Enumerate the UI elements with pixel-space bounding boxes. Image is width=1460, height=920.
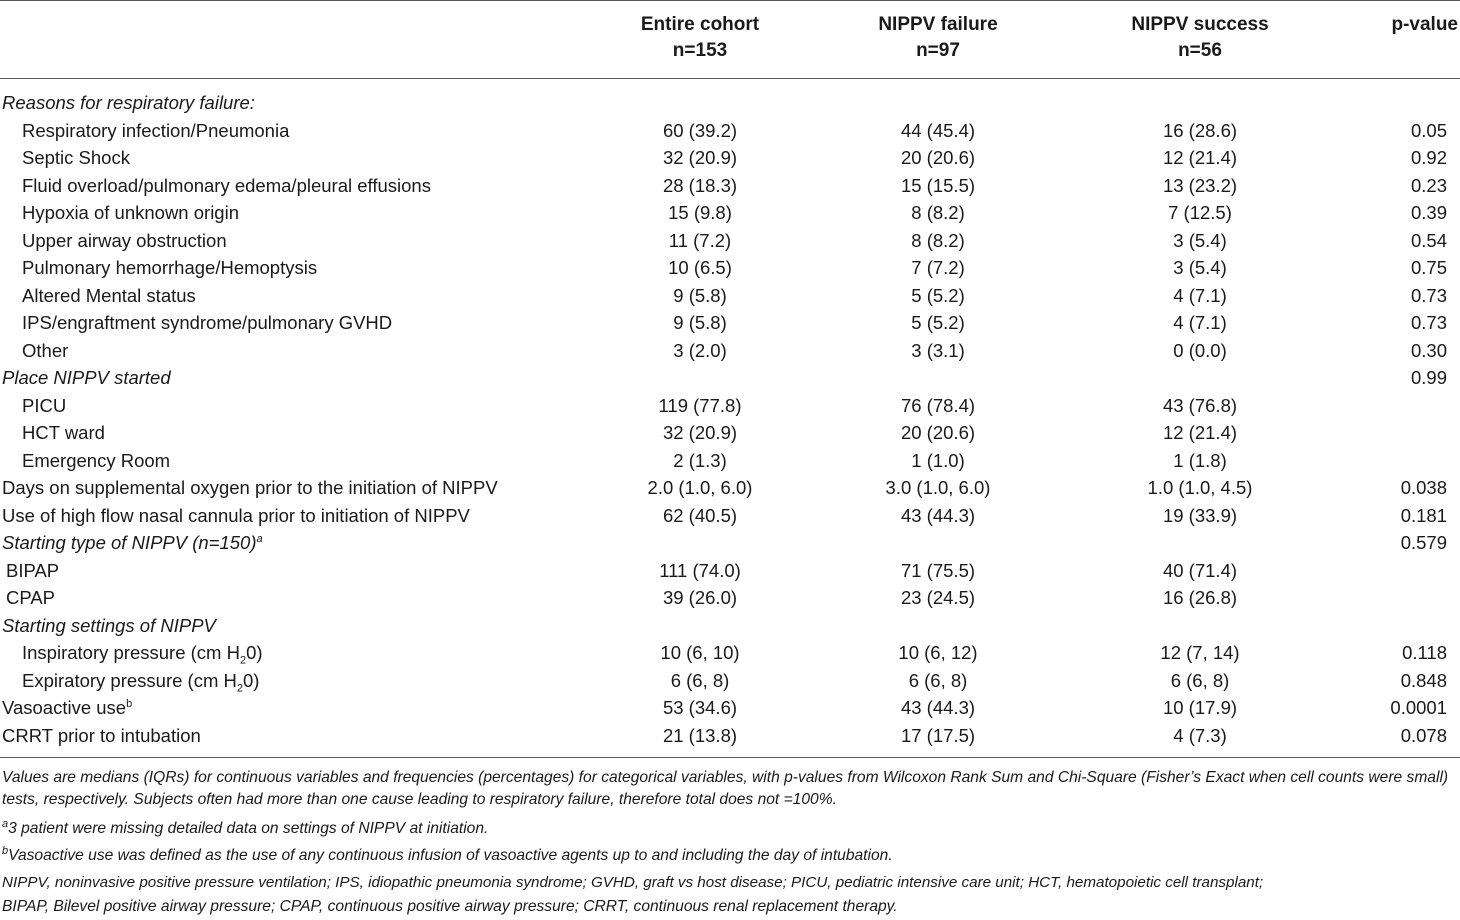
row-label: Starting settings of NIPPV xyxy=(2,614,216,636)
row-label: Expiratory pressure (cm H xyxy=(22,669,237,691)
cell-failure: 8 (8.2) xyxy=(911,202,965,223)
cell-failure: 17 (17.5) xyxy=(900,724,976,746)
cell-entire: 53 (34.6) xyxy=(662,697,738,718)
row-label: Septic Shock xyxy=(22,147,130,168)
row-label: Pulmonary hemorrhage/Hemoptysis xyxy=(22,257,318,278)
cell-p-value: 0.0001 xyxy=(1390,697,1447,718)
cell-success: 12 (7, 14) xyxy=(1160,642,1240,663)
row-label: CRRT prior to intubation xyxy=(2,724,201,746)
table-row xyxy=(0,227,1460,255)
row-label: Starting type of NIPPV (n=150) xyxy=(2,532,257,553)
cell-failure: 3.0 (1.0, 6.0) xyxy=(885,477,991,498)
footnote-mark-a: a xyxy=(256,532,263,545)
cell-success: 4 (7.1) xyxy=(1173,312,1227,333)
footnote-abbrev-1: NIPPV, noninvasive positive pressure ventilation; IPS, idiopathic pneumonia syndrome; GVHD, graft vs host disease; PICU, pediatric intensive care unit; HCT, hematopoietic cell transplant; xyxy=(2,874,1264,891)
row-label-wrap xyxy=(22,667,259,695)
table-row xyxy=(0,474,1460,502)
row-label: BIPAP xyxy=(6,559,60,581)
cell-failure: 15 (15.5) xyxy=(900,174,976,196)
cell-failure: 43 (44.3) xyxy=(900,504,976,526)
cell-failure: 6 (6, 8) xyxy=(908,669,968,691)
row-label: HCT ward xyxy=(22,422,105,443)
row-label: Inspiratory pressure (cm H xyxy=(22,642,240,663)
cell-entire: 3 (2.0) xyxy=(673,339,727,361)
row-label: Emergency Room xyxy=(22,449,171,471)
top-rule xyxy=(0,0,1460,1)
cell-p-value: 0.99 xyxy=(1410,367,1447,388)
cell-success: 12 (21.4) xyxy=(1162,422,1238,443)
cell-entire: 28 (18.3) xyxy=(662,174,738,196)
table-row xyxy=(0,529,1460,557)
cell-p-value: 0.078 xyxy=(1400,724,1447,746)
table-row xyxy=(0,254,1460,282)
cell-failure: 44 (45.4) xyxy=(900,119,976,141)
header-nippv-failure xyxy=(838,12,1038,64)
table-row xyxy=(0,282,1460,310)
cell-p-value: 0.118 xyxy=(1402,642,1447,663)
cell-success: 12 (21.4) xyxy=(1162,147,1238,168)
row-label: Reasons for respiratory failure: xyxy=(2,92,255,113)
cell-failure: 76 (78.4) xyxy=(900,394,976,416)
table-row xyxy=(0,502,1460,530)
cell-p-value: 0.30 xyxy=(1410,339,1447,361)
row-label: Respiratory infection/Pneumonia xyxy=(22,119,290,141)
row-label-tail: 0) xyxy=(242,669,260,691)
cell-failure: 7 (7.2) xyxy=(911,257,965,278)
cell-failure: 23 (24.5) xyxy=(900,587,976,608)
cell-p-value: 0.579 xyxy=(1400,532,1447,553)
cell-entire: 21 (13.8) xyxy=(662,724,738,746)
cell-entire: 32 (20.9) xyxy=(662,147,738,168)
cell-p-value: 0.181 xyxy=(1400,504,1447,526)
footnote-a xyxy=(2,818,1458,840)
header-entire-cohort xyxy=(600,12,800,64)
cell-p-value: 0.05 xyxy=(1410,119,1447,141)
cell-entire: 62 (40.5) xyxy=(662,504,738,526)
cell-success: 3 (5.4) xyxy=(1173,257,1227,278)
table-row xyxy=(0,144,1460,172)
table-row xyxy=(0,639,1460,667)
table-row xyxy=(0,447,1460,475)
cell-entire: 60 (39.2) xyxy=(662,119,738,141)
cell-failure: 5 (5.2) xyxy=(911,312,965,333)
header-p-title: p-value xyxy=(1391,14,1458,35)
subscript: 2 xyxy=(239,654,247,667)
cell-success: 40 (71.4) xyxy=(1162,559,1238,581)
cell-success: 0 (0.0) xyxy=(1173,339,1227,361)
cell-p-value: 0.92 xyxy=(1410,147,1447,168)
cell-p-value: 0.75 xyxy=(1410,257,1447,278)
cell-failure: 20 (20.6) xyxy=(900,422,976,443)
cell-success: 43 (76.8) xyxy=(1162,394,1238,416)
table-row xyxy=(0,557,1460,585)
footnote-abbrev-2: BIPAP, Bilevel positive airway pressure; CPAP, continuous positive airway pressure; CRRT, continuous renal replacement therapy. xyxy=(2,898,898,915)
row-label: Place NIPPV started xyxy=(2,367,171,388)
footnote-b-text: Vasoactive use was defined as the use of any continuous infusion of vasoactive agents up to and including the day of intubation. xyxy=(8,847,893,864)
cell-success: 10 (17.9) xyxy=(1162,697,1238,718)
row-label: Use of high flow nasal cannula prior to initiation of NIPPV xyxy=(2,504,470,526)
cell-p-value: 0.39 xyxy=(1410,202,1447,223)
table-row xyxy=(0,419,1460,447)
footnote-b-mark: b xyxy=(2,844,9,857)
table-row xyxy=(0,722,1460,750)
cell-entire: 39 (26.0) xyxy=(662,587,738,608)
cell-success: 19 (33.9) xyxy=(1162,504,1238,526)
row-label: CPAP xyxy=(6,587,56,608)
header-p-value xyxy=(1340,12,1458,38)
row-label: Vasoactive use xyxy=(2,697,127,718)
row-label-wrap xyxy=(22,639,263,667)
cell-entire: 6 (6, 8) xyxy=(670,669,730,691)
cell-entire: 11 (7.2) xyxy=(668,229,732,251)
row-label-wrap xyxy=(2,694,132,722)
cell-success: 6 (6, 8) xyxy=(1170,669,1230,691)
cell-entire: 9 (5.8) xyxy=(673,312,727,333)
row-label: Upper airway obstruction xyxy=(22,229,227,251)
table-row xyxy=(0,199,1460,227)
table-row xyxy=(0,612,1460,640)
cell-entire: 32 (20.9) xyxy=(662,422,738,443)
cell-failure: 5 (5.2) xyxy=(911,284,965,306)
header-success-n: n=56 xyxy=(1178,40,1222,61)
footnote-values: Values are medians (IQRs) for continuous variables and frequencies (percentages) for categorical variables, with p-values from Wilcoxon Rank Sum and Chi-Square (Fisher’s Exact when cell counts were small) tests, respectively. Subjects often had more than one cause leading to respiratory failure, therefore total does not =100%. xyxy=(2,769,1449,808)
row-label: Hypoxia of unknown origin xyxy=(22,202,239,223)
cell-failure: 43 (44.3) xyxy=(900,697,976,718)
header-rule xyxy=(0,78,1460,79)
footnote-b xyxy=(2,845,1458,867)
cell-entire: 2 (1.3) xyxy=(673,449,727,471)
cell-entire: 9 (5.8) xyxy=(673,284,727,306)
cell-entire: 111 (74.0) xyxy=(659,559,741,581)
row-label: Other xyxy=(22,339,69,361)
cell-p-value: 0.23 xyxy=(1410,174,1447,196)
cell-failure: 71 (75.5) xyxy=(900,559,976,581)
header-entire-n: n=153 xyxy=(672,40,728,61)
table-row xyxy=(0,89,1460,117)
table-row xyxy=(0,694,1460,722)
cell-success: 4 (7.1) xyxy=(1173,284,1227,306)
header-success-title: NIPPV success xyxy=(1131,14,1269,35)
table-row xyxy=(0,117,1460,145)
cell-success: 1.0 (1.0, 4.5) xyxy=(1147,477,1253,498)
table-row xyxy=(0,364,1460,392)
cell-p-value: 0.73 xyxy=(1410,284,1447,306)
table-row xyxy=(0,309,1460,337)
cell-entire: 10 (6.5) xyxy=(668,257,732,278)
header-failure-title: NIPPV failure xyxy=(878,14,998,35)
footnote-mark-b: b xyxy=(126,697,133,710)
cell-failure: 20 (20.6) xyxy=(900,147,976,168)
cell-entire: 10 (6, 10) xyxy=(660,642,740,663)
cell-failure: 3 (3.1) xyxy=(911,339,965,361)
header-nippv-success xyxy=(1100,12,1300,64)
table-row xyxy=(0,172,1460,200)
table-row xyxy=(0,667,1460,695)
cell-p-value: 0.848 xyxy=(1400,669,1447,691)
cell-success: 1 (1.8) xyxy=(1173,449,1227,471)
row-label: Fluid overload/pulmonary edema/pleural effusions xyxy=(22,174,431,196)
table-row xyxy=(0,337,1460,365)
row-label: Days on supplemental oxygen prior to the initiation of NIPPV xyxy=(2,477,498,498)
bottom-rule xyxy=(0,757,1460,758)
cell-success: 4 (7.3) xyxy=(1173,724,1227,746)
cell-success: 3 (5.4) xyxy=(1173,229,1227,251)
row-label: IPS/engraftment syndrome/pulmonary GVHD xyxy=(22,312,393,333)
row-label-wrap xyxy=(2,529,263,557)
cell-entire: 2.0 (1.0, 6.0) xyxy=(647,477,753,498)
footnote-a-text: 3 patient were missing detailed data on settings of NIPPV at initiation. xyxy=(8,820,489,837)
cell-failure: 8 (8.2) xyxy=(911,229,965,251)
cell-failure: 1 (1.0) xyxy=(911,449,965,471)
row-label: Altered Mental status xyxy=(22,284,196,306)
row-label: PICU xyxy=(22,394,67,416)
table-row xyxy=(0,392,1460,420)
cell-entire: 15 (9.8) xyxy=(668,202,732,223)
header-entire-title: Entire cohort xyxy=(640,14,760,35)
cell-p-value: 0.73 xyxy=(1410,312,1447,333)
footnote-a-mark: a xyxy=(2,817,9,830)
cell-success: 13 (23.2) xyxy=(1162,174,1238,196)
subscript: 2 xyxy=(236,682,243,695)
row-label-tail: 0) xyxy=(246,642,263,663)
cell-failure: 10 (6, 12) xyxy=(898,642,978,663)
cell-p-value: 0.54 xyxy=(1410,229,1447,251)
cell-success: 16 (28.6) xyxy=(1162,119,1238,141)
cell-success: 7 (12.5) xyxy=(1168,202,1232,223)
header-failure-n: n=97 xyxy=(916,40,960,61)
cell-success: 16 (26.8) xyxy=(1162,587,1238,608)
table-row xyxy=(0,584,1460,612)
cell-p-value: 0.038 xyxy=(1400,477,1447,498)
cell-entire: 119 (77.8) xyxy=(658,394,742,416)
